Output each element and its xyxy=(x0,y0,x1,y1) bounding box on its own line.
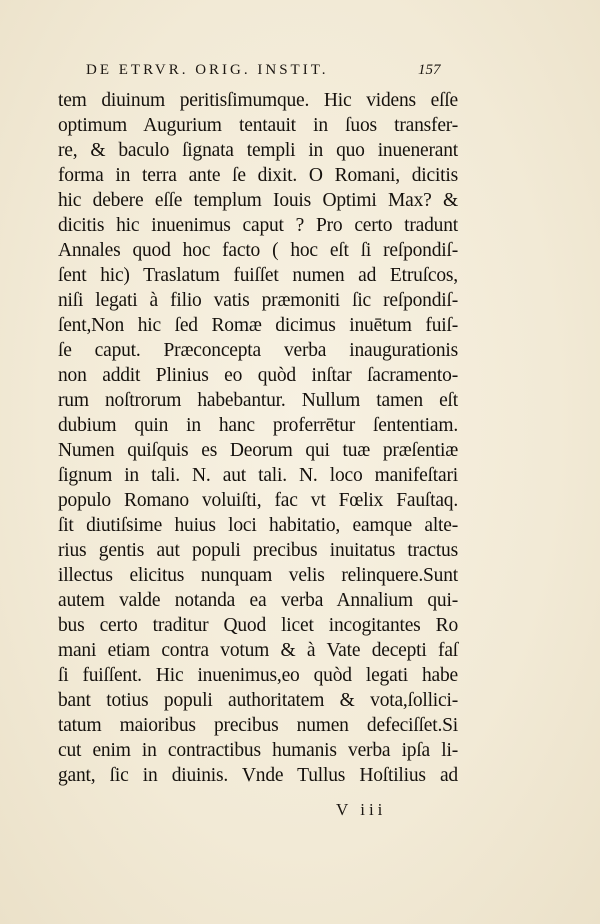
text-line: rius gentis aut populi precibus inuitatus tractus xyxy=(58,540,458,561)
text-line: bant totius populi authoritatem & vota,ſollici- xyxy=(58,690,458,711)
text-line: dicitis hic inuenimus caput ? Pro certo tradunt xyxy=(58,215,458,236)
body-text xyxy=(58,88,458,788)
text-line: populo Romano voluiſti, fac vt Fœlix Fauſtaq. xyxy=(58,490,458,511)
text-line: ſit diutiſsime huius loci habitatio, eamque alte- xyxy=(58,515,458,536)
text-line: ſi fuiſſent. Hic inuenimus,eo quòd legati habe xyxy=(58,665,458,686)
text-line: autem valde notanda ea verba Annalium qui- xyxy=(58,590,458,611)
text-line: forma in terra ante ſe dixit. O Romani, dicitis xyxy=(58,165,458,186)
text-line: Numen quiſquis es Deorum qui tuæ præſentiæ xyxy=(58,440,458,461)
text-line: tem diuinum peritisſimumque. Hic videns eſſe xyxy=(58,90,458,111)
text-line: bus certo traditur Quod licet incogitantes Ro xyxy=(58,615,458,636)
text-line: re, & baculo ſignata templi in quo inuenerant xyxy=(58,140,458,161)
text-line: ſent,Non hic ſed Romæ dicimus inuētum fuiſ- xyxy=(58,315,458,336)
text-line: ſe caput. Præconcepta verba inaugurationis xyxy=(58,340,458,361)
text-line: non addit Plinius eo quòd inſtar ſacramento- xyxy=(58,365,458,386)
text-line: mani etiam contra votum & à Vate decepti faſ xyxy=(58,640,458,661)
text-line: dubium quin in hanc proferrētur ſententiam. xyxy=(58,415,458,436)
text-line: tatum maioribus precibus numen defeciſſet.Si xyxy=(58,715,458,736)
signature-mark: V iii xyxy=(336,800,387,819)
text-line: ſent hic) Traslatum fuiſſet numen ad Etruſcos, xyxy=(58,265,458,286)
text-line: ſignum in tali. N. aut tali. N. loco manifeſtari xyxy=(58,465,458,486)
text-line: niſi legati à filio vatis præmoniti ſic reſpondiſ- xyxy=(58,290,458,311)
text-line: optimum Augurium tentauit in ſuos transfer- xyxy=(58,115,458,136)
text-line: Annales quod hoc facto ( hoc eſt ſi reſpondiſ- xyxy=(58,240,458,261)
text-line: rum noſtrorum habebantur. Nullum tamen eſt xyxy=(58,390,458,411)
text-line: illectus elicitus nunquam velis relinquere.Sunt xyxy=(58,565,458,586)
text-line: gant, ſic in diuinis. Vnde Tullus Hoſtilius ad xyxy=(58,765,458,786)
text-line: cut enim in contractibus humanis verba ipſa li- xyxy=(58,740,458,761)
page-number: 157 xyxy=(418,62,441,78)
running-head: DE ETRVR. ORIG. INSTIT. xyxy=(86,62,329,78)
text-line: hic debere eſſe templum Iouis Optimi Max? & xyxy=(58,190,458,211)
